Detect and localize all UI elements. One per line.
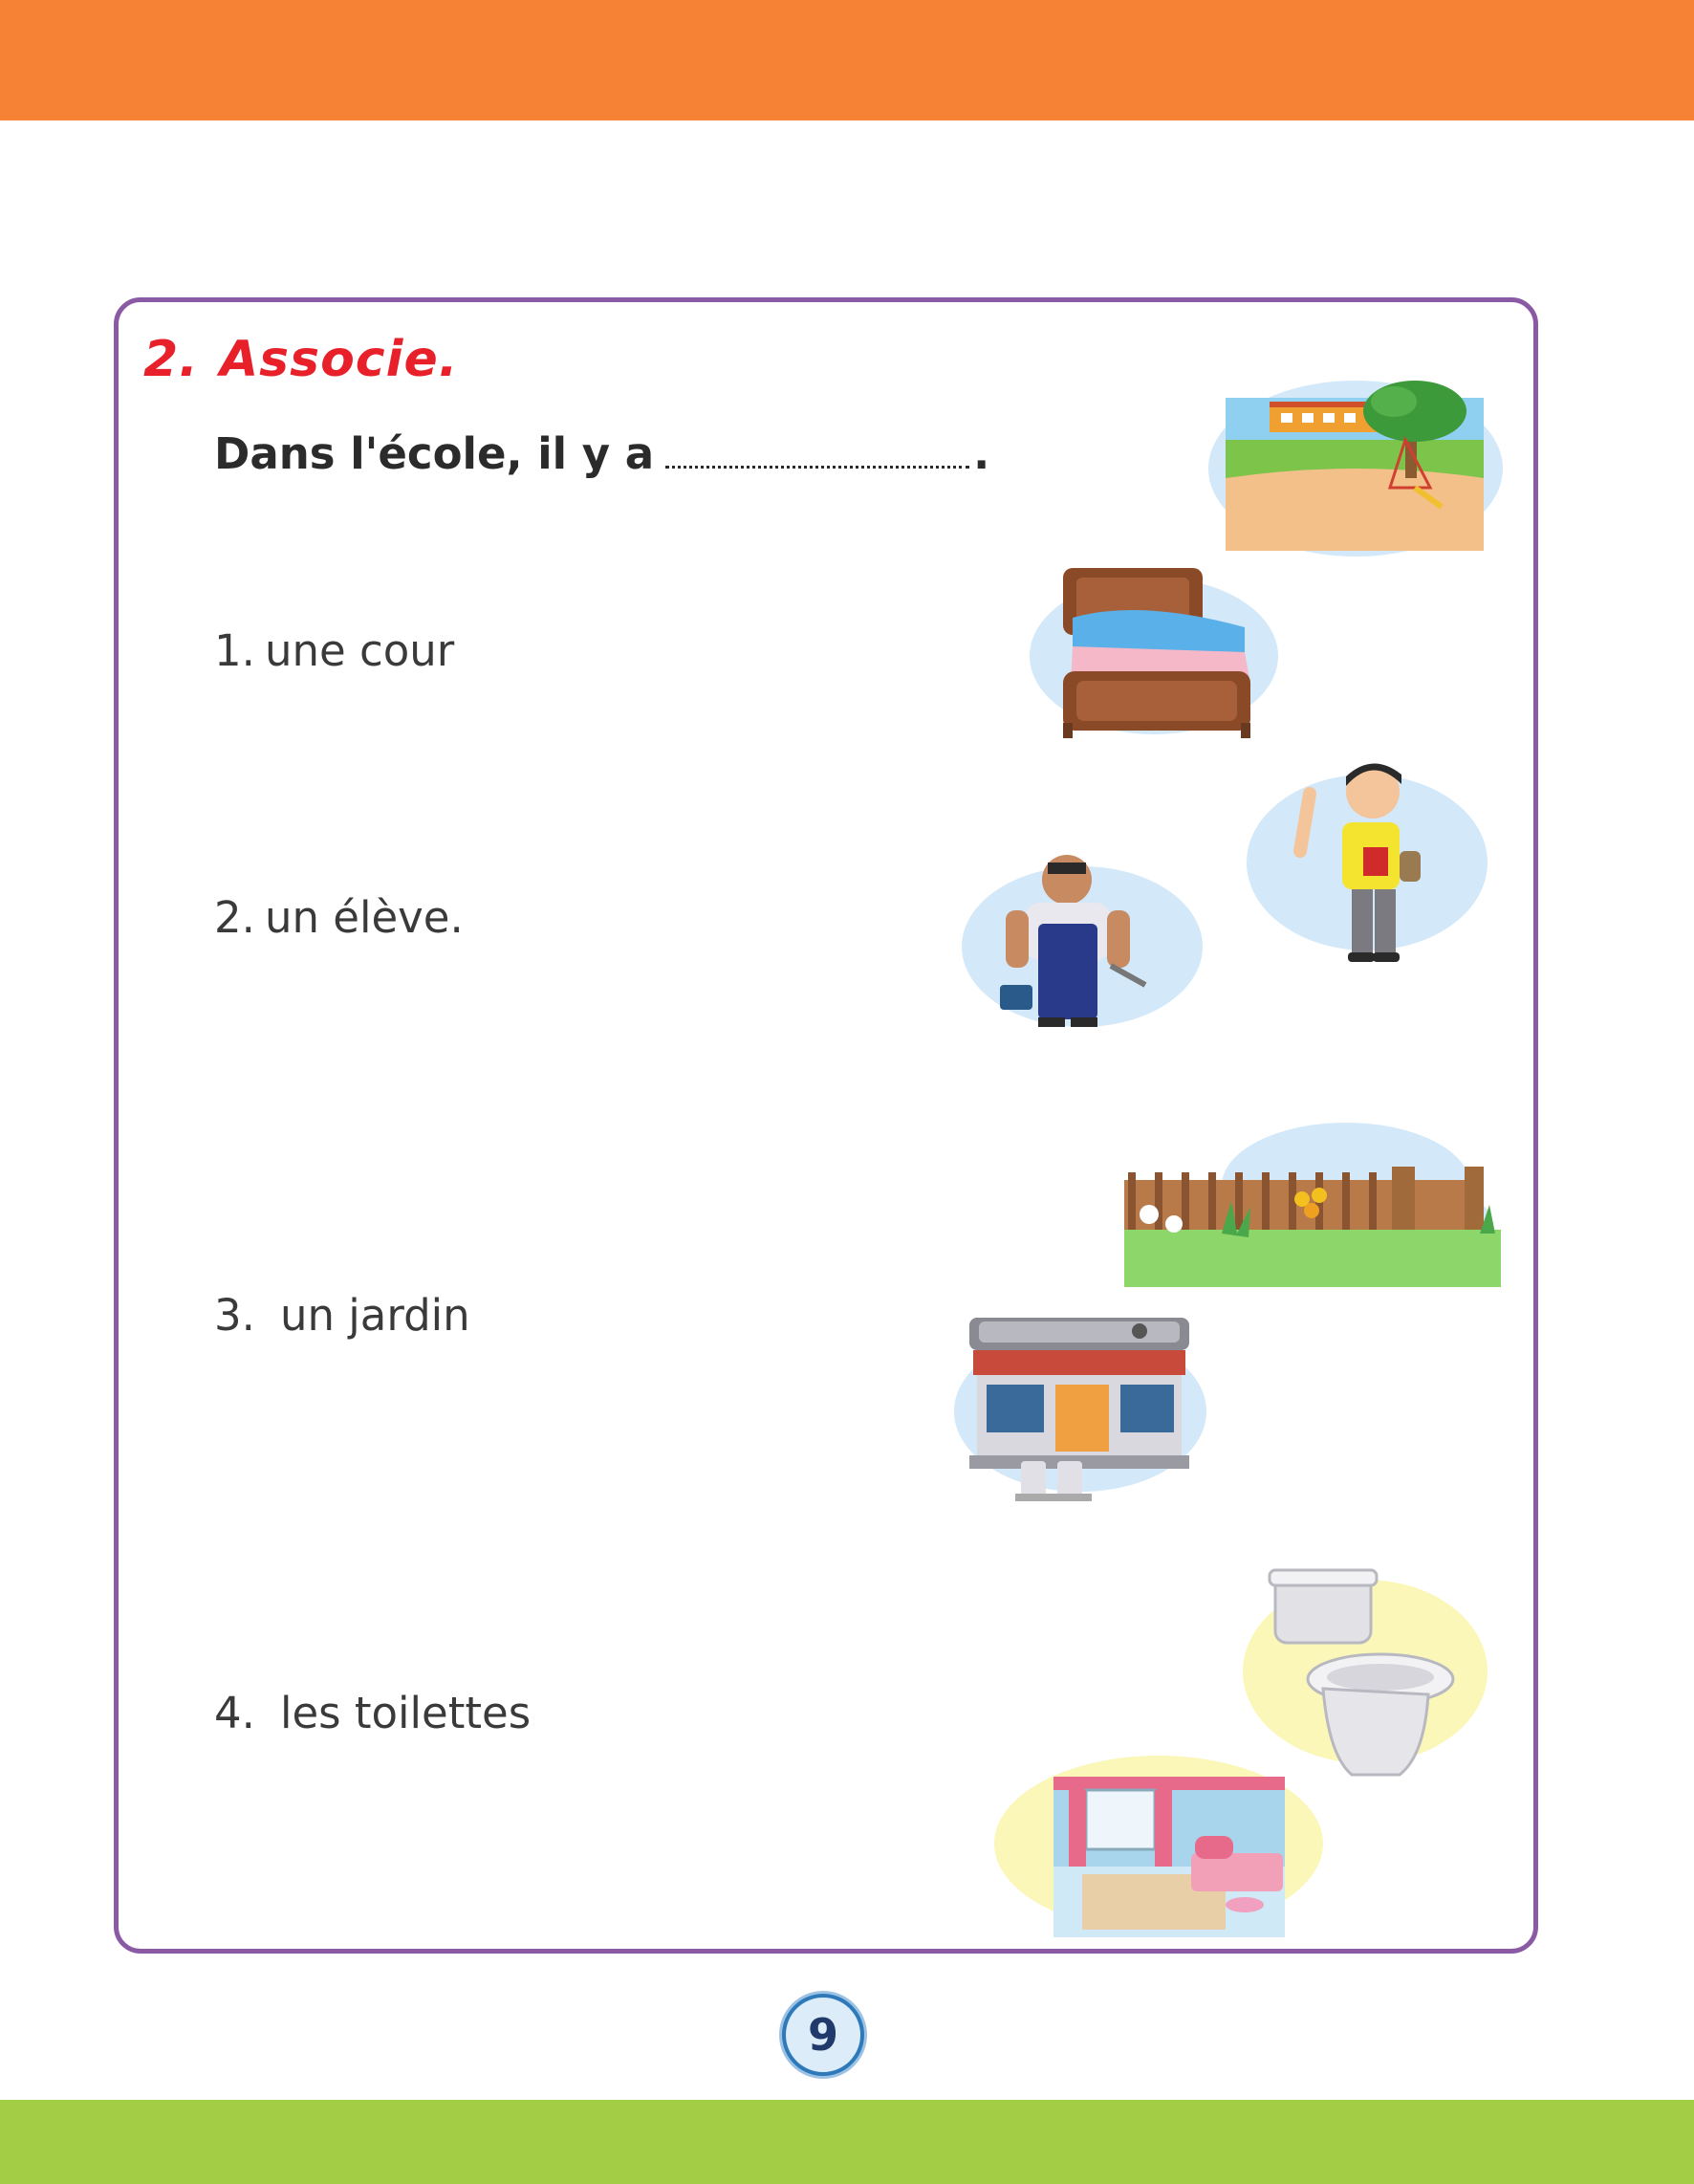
item-text: une cour bbox=[264, 625, 455, 676]
prompt-period: . bbox=[973, 428, 990, 479]
exercise-prompt bbox=[214, 428, 989, 479]
list-item bbox=[214, 625, 454, 676]
item-number: 1. bbox=[214, 625, 255, 676]
item-number: 3. bbox=[214, 1290, 255, 1341]
bed-icon[interactable] bbox=[1025, 560, 1283, 742]
mechanic-icon[interactable] bbox=[958, 841, 1208, 1033]
list-item bbox=[214, 1290, 470, 1341]
top-color-band bbox=[0, 0, 1694, 120]
item-number: 4. bbox=[214, 1688, 255, 1738]
exercise-number: 2. bbox=[143, 331, 199, 388]
page-number: 9 bbox=[807, 2009, 838, 2061]
schoolboy-icon[interactable] bbox=[1243, 755, 1491, 975]
exercise-heading bbox=[143, 331, 458, 388]
garden-fence-icon[interactable] bbox=[1117, 1119, 1507, 1296]
prompt-text: Dans l'école, il y a bbox=[214, 428, 655, 479]
page-number-badge bbox=[782, 1994, 864, 2076]
item-text: les toilettes bbox=[279, 1688, 532, 1738]
bottom-color-band bbox=[0, 2100, 1694, 2184]
bedroom-icon[interactable] bbox=[990, 1752, 1333, 1943]
list-item bbox=[214, 892, 464, 943]
item-text: un jardin bbox=[279, 1290, 470, 1341]
list-item bbox=[214, 1688, 531, 1738]
item-number: 2. bbox=[214, 892, 255, 943]
schoolyard-playground-icon[interactable] bbox=[1203, 373, 1503, 564]
gas-station-icon[interactable] bbox=[952, 1312, 1216, 1503]
exercise-instruction: Associe. bbox=[219, 331, 459, 388]
answer-blank[interactable] bbox=[665, 456, 969, 469]
item-text: un élève. bbox=[264, 892, 464, 943]
